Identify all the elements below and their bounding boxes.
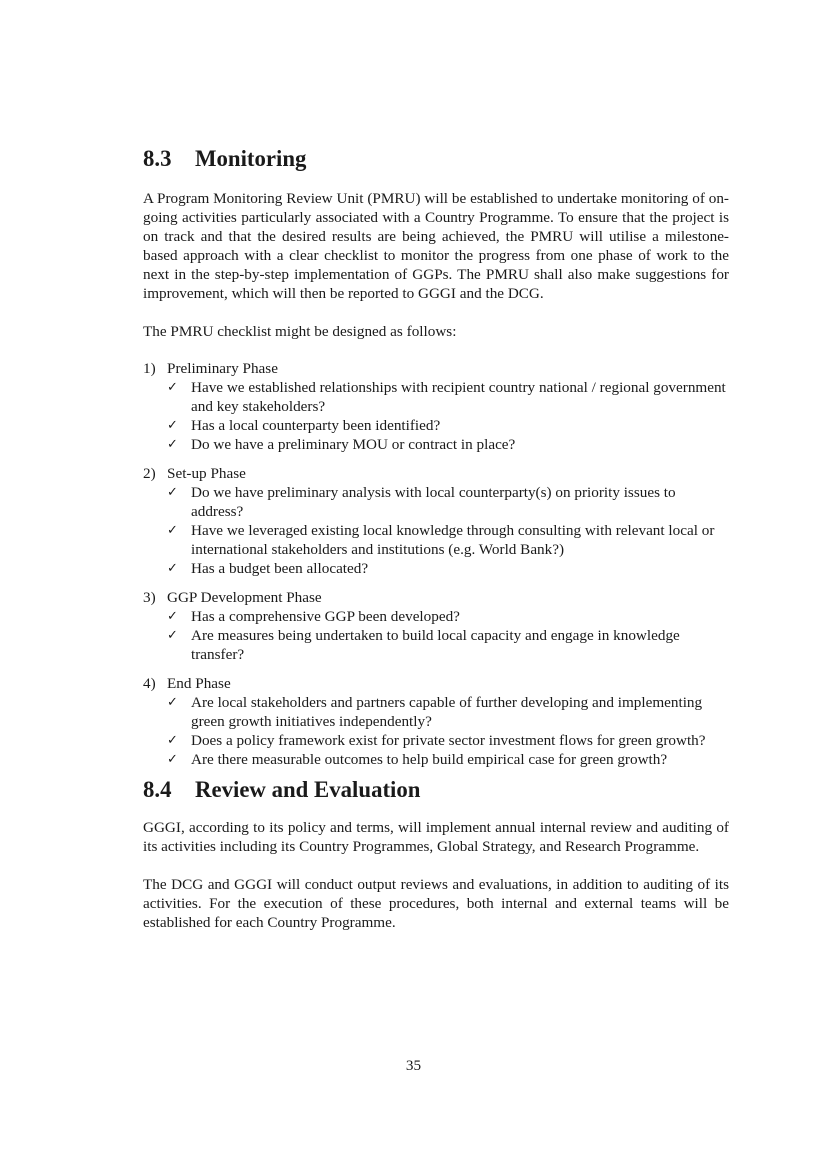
phase-number: 1) bbox=[143, 360, 156, 377]
check-mark-icon: ✓ bbox=[167, 628, 178, 643]
checklist-item bbox=[143, 435, 729, 454]
checklist-item bbox=[143, 521, 729, 559]
checklist-phase bbox=[143, 464, 729, 578]
checklist-item-text: Do we have a preliminary MOU or contract in place? bbox=[191, 436, 516, 453]
checklist-item bbox=[143, 607, 729, 626]
checklist-phase bbox=[143, 674, 729, 769]
checklist-items bbox=[143, 378, 729, 454]
checklist-item-text: Does a policy framework exist for private sector investment flows for green growth? bbox=[191, 732, 706, 749]
checklist-item bbox=[143, 416, 729, 435]
document-body bbox=[143, 146, 729, 932]
phase-number: 2) bbox=[143, 465, 156, 482]
check-mark-icon: ✓ bbox=[167, 418, 178, 433]
checklist-intro-paragraph: The PMRU checklist might be designed as follows: bbox=[143, 323, 457, 340]
phase-label: Preliminary Phase bbox=[167, 360, 278, 377]
phase-label: End Phase bbox=[167, 675, 231, 692]
phase-number: 4) bbox=[143, 675, 156, 692]
section-heading-8-4 bbox=[143, 777, 729, 802]
checklist-item bbox=[143, 750, 729, 769]
checklist-item-text: Have we leveraged existing local knowledge through consulting with relevant local or international stakeholders and institutions (e.g. World Bank?) bbox=[191, 522, 715, 558]
check-mark-icon: ✓ bbox=[167, 695, 178, 710]
checklist-item bbox=[143, 483, 729, 521]
section-number: 8.3 bbox=[143, 146, 172, 171]
checklist-item-text: Has a budget been allocated? bbox=[191, 560, 369, 577]
check-mark-icon: ✓ bbox=[167, 485, 178, 500]
section-title: Review and Evaluation bbox=[195, 777, 421, 802]
checklist-phases bbox=[143, 359, 729, 769]
check-mark-icon: ✓ bbox=[167, 380, 178, 395]
page-number: 35 bbox=[405, 1057, 422, 1074]
checklist-item-text: Are measures being undertaken to build local capacity and engage in knowledge transfer? bbox=[191, 627, 680, 663]
monitoring-paragraph: A Program Monitoring Review Unit (PMRU) will be established to undertake monitoring of on-going activities particularly associated with a Country Programme. To ensure that the project is on track and that the desired results are being achieved, the PMRU will utilise a milestone-based approach with a clear checklist to monitor the progress from one phase of work to the next in the step-by-step implementation of GGPs. The PMRU shall also make suggestions for improvement, which will then be reported to GGGI and the DCG. bbox=[143, 190, 729, 302]
checklist-item bbox=[143, 626, 729, 664]
evaluation-paragraph: The DCG and GGGI will conduct output reviews and evaluations, in addition to auditing of its activities. For the execution of these procedures, both internal and external teams will be established for each Country Programme. bbox=[143, 876, 729, 931]
section-number: 8.4 bbox=[143, 777, 172, 802]
phase-title bbox=[143, 359, 729, 378]
checklist-item bbox=[143, 559, 729, 578]
checklist-item-text: Has a local counterparty been identified? bbox=[191, 417, 441, 434]
phase-label: GGP Development Phase bbox=[167, 589, 322, 606]
phase-label: Set-up Phase bbox=[167, 465, 246, 482]
check-mark-icon: ✓ bbox=[167, 523, 178, 538]
phase-title bbox=[143, 464, 729, 483]
check-mark-icon: ✓ bbox=[167, 437, 178, 452]
check-mark-icon: ✓ bbox=[167, 733, 178, 748]
checklist-items bbox=[143, 483, 729, 578]
phase-title bbox=[143, 588, 729, 607]
check-mark-icon: ✓ bbox=[167, 609, 178, 624]
check-mark-icon: ✓ bbox=[167, 561, 178, 576]
check-mark-icon: ✓ bbox=[167, 752, 178, 767]
checklist-item bbox=[143, 378, 729, 416]
phase-number: 3) bbox=[143, 589, 156, 606]
checklist-item-text: Are there measurable outcomes to help build empirical case for green growth? bbox=[191, 751, 668, 768]
checklist-items bbox=[143, 607, 729, 664]
phase-title bbox=[143, 674, 729, 693]
checklist-item-text: Have we established relationships with recipient country national / regional government and key stakeholders? bbox=[191, 379, 726, 415]
checklist-item-text: Has a comprehensive GGP been developed? bbox=[191, 608, 460, 625]
review-paragraph: GGGI, according to its policy and terms, will implement annual internal review and auditing of its activities including its Country Programmes, Global Strategy, and Research Programme. bbox=[143, 819, 729, 855]
checklist-phase bbox=[143, 588, 729, 664]
checklist-item bbox=[143, 693, 729, 731]
checklist-item-text: Are local stakeholders and partners capable of further developing and implementing green growth initiatives independently? bbox=[191, 694, 703, 730]
checklist-item bbox=[143, 731, 729, 750]
checklist-item-text: Do we have preliminary analysis with local counterparty(s) on priority issues to address? bbox=[191, 484, 676, 520]
section-heading-8-3 bbox=[143, 146, 729, 171]
checklist-items bbox=[143, 693, 729, 769]
checklist-phase bbox=[143, 359, 729, 454]
section-title: Monitoring bbox=[195, 146, 307, 171]
